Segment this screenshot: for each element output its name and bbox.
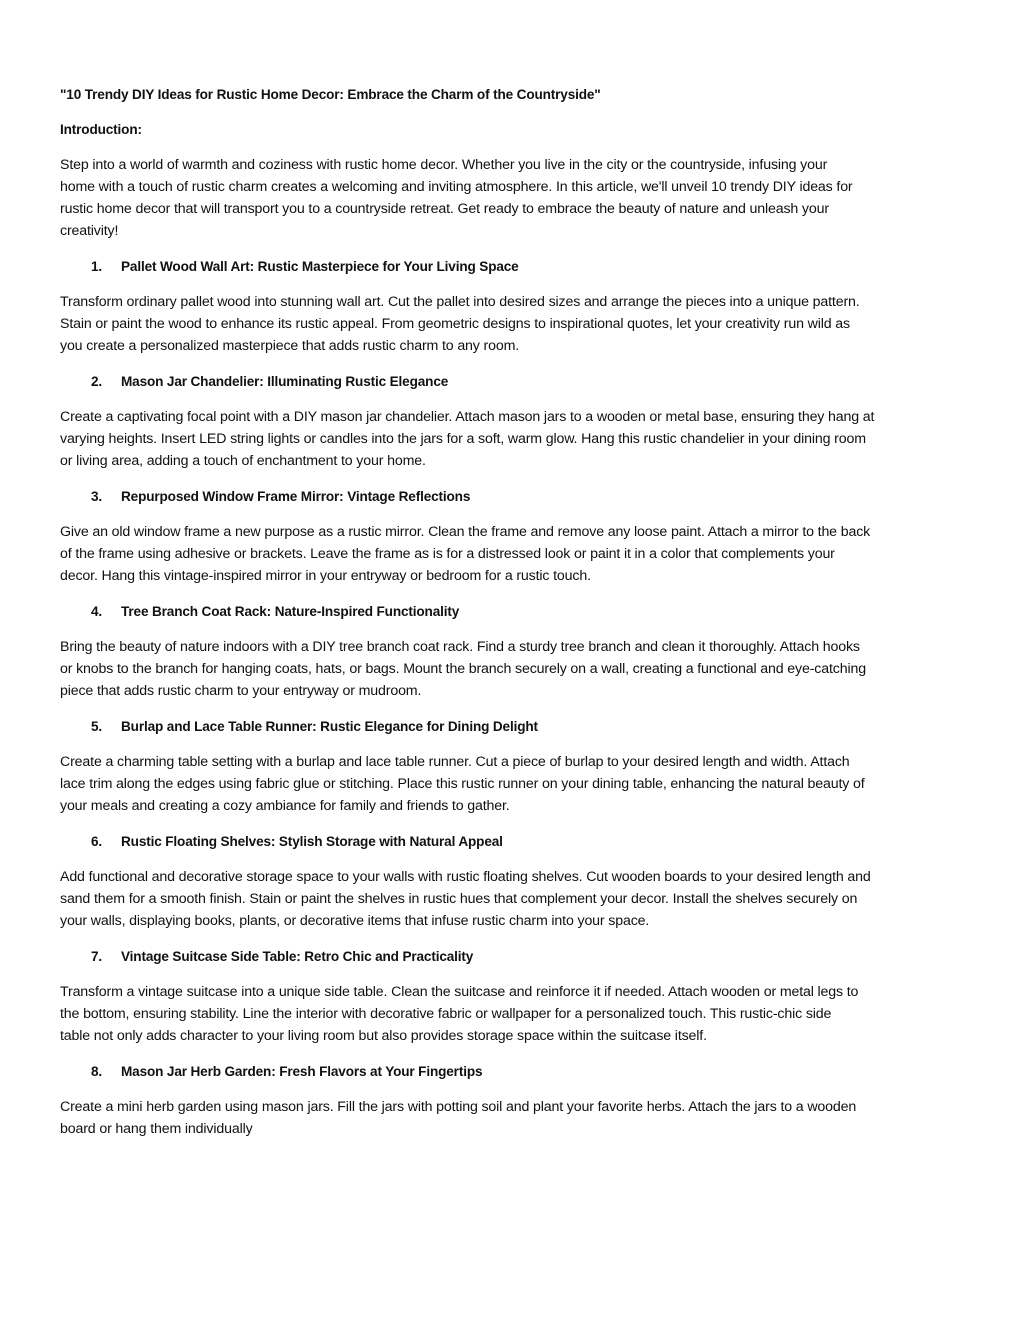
paragraph-line: varying heights. Insert LED string lights or candles into the jars for a soft, warm glow. Hang this rustic chandelier in your dining room bbox=[60, 431, 866, 447]
section-paragraph bbox=[60, 981, 970, 1047]
paragraph-line: piece that adds rustic charm to your entryway or mudroom. bbox=[60, 683, 422, 699]
paragraph-line: sand them for a smooth finish. Stain or paint the shelves in rustic hues that complement your decor. Install the shelves securely on bbox=[60, 891, 858, 907]
section-heading bbox=[60, 1061, 970, 1083]
document-title: "10 Trendy DIY Ideas for Rustic Home Decor: Embrace the Charm of the Countryside" bbox=[60, 87, 601, 102]
section-heading bbox=[60, 601, 970, 623]
section-paragraph bbox=[60, 1096, 970, 1140]
paragraph-line: table not only adds character to your living room but also provides storage space within the suitcase itself. bbox=[60, 1028, 707, 1044]
paragraph-line: the bottom, ensuring stability. Line the interior with decorative fabric or wallpaper for a personalized touch. This rustic-chic side bbox=[60, 1006, 832, 1022]
section-heading bbox=[60, 256, 970, 278]
section-heading bbox=[60, 486, 970, 508]
paragraph-line: Stain or paint the wood to enhance its rustic appeal. From geometric designs to inspirational quotes, let your creativity run wild as bbox=[60, 316, 850, 332]
paragraph-line: your walls, displaying books, plants, or decorative items that infuse rustic charm into your space. bbox=[60, 913, 650, 929]
intro-paragraph bbox=[60, 154, 970, 242]
intro-heading: Introduction: bbox=[60, 122, 142, 137]
section-paragraph bbox=[60, 521, 970, 587]
paragraph-line: board or hang them individually bbox=[60, 1121, 253, 1137]
paragraph-line: or knobs to the branch for hanging coats, hats, or bags. Mount the branch securely on a wall, creating a functional and eye-catching bbox=[60, 661, 866, 677]
paragraph-line: Create a charming table setting with a burlap and lace table runner. Cut a piece of burlap to your desired length and width. Attach bbox=[60, 754, 850, 770]
section-heading bbox=[60, 716, 970, 738]
paragraph-line: you create a personalized masterpiece that adds rustic charm to any room. bbox=[60, 338, 520, 354]
section-number: 4. bbox=[91, 604, 103, 619]
paragraph-line: your meals and creating a cozy ambiance for family and friends to gather. bbox=[60, 798, 510, 814]
section-title: Burlap and Lace Table Runner: Rustic Elegance for Dining Delight bbox=[121, 719, 538, 734]
section-heading bbox=[60, 831, 970, 853]
section-title: Rustic Floating Shelves: Stylish Storage with Natural Appeal bbox=[121, 834, 503, 849]
section-number: 5. bbox=[91, 719, 103, 734]
section-heading bbox=[60, 371, 970, 393]
section-number: 8. bbox=[91, 1064, 103, 1079]
section-title: Vintage Suitcase Side Table: Retro Chic and Practicality bbox=[121, 949, 474, 964]
section-number: 3. bbox=[91, 489, 103, 504]
paragraph-line: Transform a vintage suitcase into a unique side table. Clean the suitcase and reinforce it if needed. Attach wooden or metal legs to bbox=[60, 984, 859, 1000]
section-paragraph bbox=[60, 636, 970, 702]
section-title: Mason Jar Herb Garden: Fresh Flavors at Your Fingertips bbox=[121, 1064, 483, 1079]
section-number: 7. bbox=[91, 949, 103, 964]
paragraph-line: Give an old window frame a new purpose as a rustic mirror. Clean the frame and remove any loose paint. Attach a mirror to the back bbox=[60, 524, 871, 540]
paragraph-line: Create a mini herb garden using mason jars. Fill the jars with potting soil and plant your favorite herbs. Attach the jars to a wooden bbox=[60, 1099, 857, 1115]
paragraph-line: decor. Hang this vintage-inspired mirror in your entryway or bedroom for a rustic touch. bbox=[60, 568, 591, 584]
section-heading bbox=[60, 946, 970, 968]
paragraph-line: rustic home decor that will transport you to a countryside retreat. Get ready to embrace the beauty of nature and unleash your bbox=[60, 201, 829, 217]
paragraph-line: Create a captivating focal point with a DIY mason jar chandelier. Attach mason jars to a wooden or metal base, ensuring they hang at bbox=[60, 409, 875, 425]
section-paragraph bbox=[60, 866, 970, 932]
paragraph-line: Add functional and decorative storage space to your walls with rustic floating shelves. Cut wooden boards to your desired length and bbox=[60, 869, 871, 885]
paragraph-line: Bring the beauty of nature indoors with a DIY tree branch coat rack. Find a sturdy tree branch and clean it thoroughly. Attach hooks bbox=[60, 639, 860, 655]
paragraph-line: lace trim along the edges using fabric glue or stitching. Place this rustic runner on your dining table, enhancing the natural beauty of bbox=[60, 776, 865, 792]
section-number: 2. bbox=[91, 374, 103, 389]
paragraph-line: or living area, adding a touch of enchantment to your home. bbox=[60, 453, 426, 469]
paragraph-line: Step into a world of warmth and coziness with rustic home decor. Whether you live in the city or the countryside, infusing your bbox=[60, 157, 828, 173]
section-title: Mason Jar Chandelier: Illuminating Rustic Elegance bbox=[121, 374, 449, 389]
document-page bbox=[60, 84, 970, 1154]
section-paragraph bbox=[60, 406, 970, 472]
section-number: 1. bbox=[91, 259, 103, 274]
section-title: Repurposed Window Frame Mirror: Vintage Reflections bbox=[121, 489, 471, 504]
sections bbox=[60, 256, 970, 1140]
section-number: 6. bbox=[91, 834, 103, 849]
paragraph-line: Transform ordinary pallet wood into stunning wall art. Cut the pallet into desired sizes and arrange the pieces into a unique pattern. bbox=[60, 294, 860, 310]
section-paragraph bbox=[60, 291, 970, 357]
paragraph-line: creativity! bbox=[60, 223, 119, 239]
paragraph-line: home with a touch of rustic charm creates a welcoming and inviting atmosphere. In this article, we'll unveil 10 trendy DIY ideas for bbox=[60, 179, 853, 195]
paragraph-line: of the frame using adhesive or brackets. Leave the frame as is for a distressed look or paint it in a color that complements your bbox=[60, 546, 835, 562]
section-title: Tree Branch Coat Rack: Nature-Inspired Functionality bbox=[121, 604, 460, 619]
section-paragraph bbox=[60, 751, 970, 817]
section-title: Pallet Wood Wall Art: Rustic Masterpiece for Your Living Space bbox=[121, 259, 519, 274]
